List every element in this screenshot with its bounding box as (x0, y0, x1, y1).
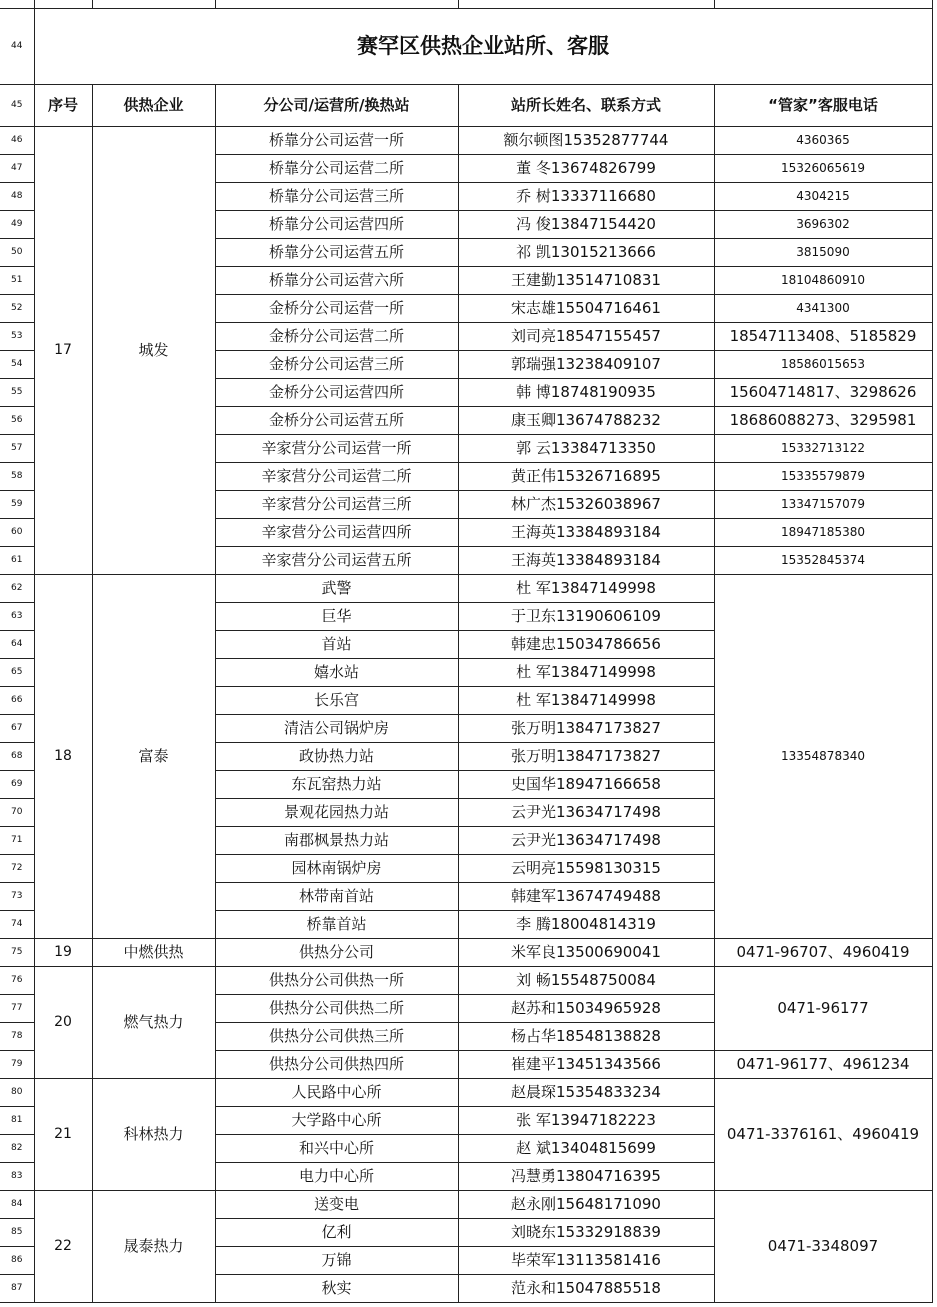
row-number-cell[interactable]: 47 (0, 154, 34, 182)
header-service[interactable]: “管家”客服电话 (714, 84, 932, 126)
branch-cell[interactable]: 桥靠分公司运营一所 (215, 126, 458, 154)
seq-cell[interactable]: 20 (34, 966, 92, 1078)
manager-cell[interactable]: 史国华18947166658 (458, 770, 714, 798)
manager-cell[interactable]: 刘 畅15548750084 (458, 966, 714, 994)
manager-cell[interactable]: 乔 树13337116680 (458, 182, 714, 210)
row-number-cell[interactable]: 86 (0, 1246, 34, 1274)
row-number-cell[interactable]: 56 (0, 406, 34, 434)
service-phone-cell[interactable]: 18586015653 (714, 350, 932, 378)
manager-cell[interactable]: 刘司亮18547155457 (458, 322, 714, 350)
row-number-cell[interactable]: 62 (0, 574, 34, 602)
row-number-cell[interactable]: 66 (0, 686, 34, 714)
company-cell[interactable]: 科林热力 (92, 1078, 215, 1190)
row-number-cell[interactable]: 70 (0, 798, 34, 826)
branch-cell[interactable]: 辛家营分公司运营二所 (215, 462, 458, 490)
manager-cell[interactable]: 李 腾18004814319 (458, 910, 714, 938)
service-phone-cell[interactable]: 0471-3348097 (714, 1190, 932, 1302)
service-phone-cell[interactable]: 0471-96177、4961234 (714, 1050, 932, 1078)
branch-cell[interactable]: 巨华 (215, 602, 458, 630)
manager-cell[interactable]: 韩建军13674749488 (458, 882, 714, 910)
branch-cell[interactable]: 清洁公司锅炉房 (215, 714, 458, 742)
manager-cell[interactable]: 郭 云13384713350 (458, 434, 714, 462)
cell (92, 0, 215, 8)
branch-cell[interactable]: 金桥分公司运营五所 (215, 406, 458, 434)
cell (215, 0, 458, 8)
manager-cell[interactable]: 刘晓东15332918839 (458, 1218, 714, 1246)
table-row (0, 126, 932, 154)
service-phone-cell[interactable]: 0471-96707、4960419 (714, 938, 932, 966)
manager-cell[interactable]: 冯 俊13847154420 (458, 210, 714, 238)
branch-cell[interactable]: 林带南首站 (215, 882, 458, 910)
service-phone-cell[interactable]: 15332713122 (714, 434, 932, 462)
row-number-cell[interactable]: 83 (0, 1162, 34, 1190)
row-number-cell[interactable]: 87 (0, 1274, 34, 1302)
row-number-cell[interactable]: 67 (0, 714, 34, 742)
header-branch[interactable]: 分公司/运营所/换热站 (215, 84, 458, 126)
row-number-cell[interactable]: 59 (0, 490, 34, 518)
service-phone-cell[interactable]: 18947185380 (714, 518, 932, 546)
service-phone-cell[interactable]: 4304215 (714, 182, 932, 210)
branch-cell[interactable]: 供热分公司供热四所 (215, 1050, 458, 1078)
branch-cell[interactable]: 和兴中心所 (215, 1134, 458, 1162)
row-number-cell[interactable]: 73 (0, 882, 34, 910)
manager-cell[interactable]: 杨占华18548138828 (458, 1022, 714, 1050)
branch-cell[interactable]: 秋实 (215, 1274, 458, 1302)
manager-cell[interactable]: 宋志雄15504716461 (458, 294, 714, 322)
row-number-cell[interactable]: 55 (0, 378, 34, 406)
row-number-cell (0, 0, 34, 8)
table-row (0, 966, 932, 994)
branch-cell[interactable]: 桥靠分公司运营二所 (215, 154, 458, 182)
header-manager[interactable]: 站所长姓名、联系方式 (458, 84, 714, 126)
company-cell[interactable]: 晟泰热力 (92, 1190, 215, 1302)
header-seq[interactable]: 序号 (34, 84, 92, 126)
manager-cell[interactable]: 张万明13847173827 (458, 714, 714, 742)
branch-cell[interactable]: 园林南锅炉房 (215, 854, 458, 882)
branch-cell[interactable]: 亿利 (215, 1218, 458, 1246)
service-phone-cell[interactable]: 13354878340 (714, 574, 932, 938)
branch-cell[interactable]: 金桥分公司运营一所 (215, 294, 458, 322)
branch-cell[interactable]: 辛家营分公司运营三所 (215, 490, 458, 518)
manager-cell[interactable]: 于卫东13190606109 (458, 602, 714, 630)
branch-cell[interactable]: 嬉水站 (215, 658, 458, 686)
manager-cell[interactable]: 郭瑞强13238409107 (458, 350, 714, 378)
row-number-cell[interactable]: 84 (0, 1190, 34, 1218)
row-number-cell[interactable]: 64 (0, 630, 34, 658)
manager-cell[interactable]: 王海英13384893184 (458, 546, 714, 574)
seq-cell[interactable]: 19 (34, 938, 92, 966)
cell (34, 0, 92, 8)
seq-cell[interactable]: 22 (34, 1190, 92, 1302)
seq-cell[interactable]: 21 (34, 1078, 92, 1190)
service-phone-cell[interactable]: 3696302 (714, 210, 932, 238)
row-number-cell[interactable]: 76 (0, 966, 34, 994)
service-phone-cell[interactable]: 3815090 (714, 238, 932, 266)
row-number-cell[interactable]: 63 (0, 602, 34, 630)
service-phone-cell[interactable]: 4341300 (714, 294, 932, 322)
branch-cell[interactable]: 供热分公司供热三所 (215, 1022, 458, 1050)
seq-cell[interactable]: 18 (34, 574, 92, 938)
table-row (0, 1078, 932, 1106)
branch-cell[interactable]: 金桥分公司运营四所 (215, 378, 458, 406)
cell (714, 0, 932, 8)
row-number-cell[interactable]: 46 (0, 126, 34, 154)
service-phone-cell[interactable]: 0471-96177 (714, 966, 932, 1050)
manager-cell[interactable]: 杜 军13847149998 (458, 686, 714, 714)
service-phone-cell[interactable]: 15326065619 (714, 154, 932, 182)
manager-cell[interactable]: 冯慧勇13804716395 (458, 1162, 714, 1190)
manager-cell[interactable]: 范永和15047885518 (458, 1274, 714, 1302)
table-row (0, 938, 932, 966)
header-company[interactable]: 供热企业 (92, 84, 215, 126)
page-title[interactable]: 赛罕区供热企业站所、客服 (34, 8, 932, 84)
row-number-cell[interactable]: 81 (0, 1106, 34, 1134)
manager-cell[interactable]: 赵晨琛15354833234 (458, 1078, 714, 1106)
manager-cell[interactable]: 崔建平13451343566 (458, 1050, 714, 1078)
manager-cell[interactable]: 杜 军13847149998 (458, 658, 714, 686)
manager-cell[interactable]: 康玉卿13674788232 (458, 406, 714, 434)
branch-cell[interactable]: 电力中心所 (215, 1162, 458, 1190)
manager-cell[interactable]: 赵苏和15034965928 (458, 994, 714, 1022)
manager-cell[interactable]: 云尹光13634717498 (458, 798, 714, 826)
company-cell[interactable]: 城发 (92, 126, 215, 574)
manager-cell[interactable]: 黄正伟15326716895 (458, 462, 714, 490)
branch-cell[interactable]: 辛家营分公司运营一所 (215, 434, 458, 462)
service-phone-cell[interactable]: 15352845374 (714, 546, 932, 574)
row-number-cell[interactable]: 45 (0, 84, 34, 126)
branch-cell[interactable]: 桥靠分公司运营五所 (215, 238, 458, 266)
manager-cell[interactable]: 韩 博18748190935 (458, 378, 714, 406)
service-phone-cell[interactable]: 13347157079 (714, 490, 932, 518)
branch-cell[interactable]: 辛家营分公司运营五所 (215, 546, 458, 574)
branch-cell[interactable]: 桥靠分公司运营四所 (215, 210, 458, 238)
service-phone-cell[interactable]: 15604714817、3298626 (714, 378, 932, 406)
service-phone-cell[interactable]: 18104860910 (714, 266, 932, 294)
service-phone-cell[interactable]: 18686088273、3295981 (714, 406, 932, 434)
manager-cell[interactable]: 林广杰15326038967 (458, 490, 714, 518)
title-row (0, 8, 932, 84)
company-cell[interactable]: 燃气热力 (92, 966, 215, 1078)
manager-cell[interactable]: 韩建忠15034786656 (458, 630, 714, 658)
row-number-cell[interactable]: 68 (0, 742, 34, 770)
manager-cell[interactable]: 张万明13847173827 (458, 742, 714, 770)
row-number-cell[interactable]: 48 (0, 182, 34, 210)
manager-cell[interactable]: 米军良13500690041 (458, 938, 714, 966)
header-row (0, 84, 932, 126)
branch-cell[interactable]: 送变电 (215, 1190, 458, 1218)
manager-cell[interactable]: 云尹光13634717498 (458, 826, 714, 854)
row-number-cell[interactable]: 44 (0, 8, 34, 84)
row-number-cell[interactable]: 79 (0, 1050, 34, 1078)
branch-cell[interactable]: 东瓦窑热力站 (215, 770, 458, 798)
row-number-cell[interactable]: 58 (0, 462, 34, 490)
branch-cell[interactable]: 景观花园热力站 (215, 798, 458, 826)
row-number-cell[interactable]: 65 (0, 658, 34, 686)
branch-cell[interactable]: 桥靠首站 (215, 910, 458, 938)
row-number-cell[interactable]: 61 (0, 546, 34, 574)
manager-cell[interactable]: 杜 军13847149998 (458, 574, 714, 602)
manager-cell[interactable]: 王建勤13514710831 (458, 266, 714, 294)
branch-cell[interactable]: 政协热力站 (215, 742, 458, 770)
row-number-cell[interactable]: 77 (0, 994, 34, 1022)
row-number-cell[interactable]: 69 (0, 770, 34, 798)
cell (458, 0, 714, 8)
service-phone-cell[interactable]: 18547113408、5185829 (714, 322, 932, 350)
row-number-cell[interactable]: 60 (0, 518, 34, 546)
branch-cell[interactable]: 供热分公司 (215, 938, 458, 966)
branch-cell[interactable]: 供热分公司供热一所 (215, 966, 458, 994)
branch-cell[interactable]: 大学路中心所 (215, 1106, 458, 1134)
branch-cell[interactable]: 武警 (215, 574, 458, 602)
row-number-cell[interactable]: 52 (0, 294, 34, 322)
manager-cell[interactable]: 赵永刚15648171090 (458, 1190, 714, 1218)
branch-cell[interactable]: 桥靠分公司运营六所 (215, 266, 458, 294)
branch-cell[interactable]: 辛家营分公司运营四所 (215, 518, 458, 546)
table-row (0, 574, 932, 602)
row-number-cell[interactable]: 53 (0, 322, 34, 350)
row-number-cell[interactable]: 49 (0, 210, 34, 238)
branch-cell[interactable]: 供热分公司供热二所 (215, 994, 458, 1022)
manager-cell[interactable]: 毕荣军13113581416 (458, 1246, 714, 1274)
row-number-cell[interactable]: 72 (0, 854, 34, 882)
seq-cell[interactable]: 17 (34, 126, 92, 574)
row-number-cell[interactable]: 57 (0, 434, 34, 462)
manager-cell[interactable]: 额尔顿图15352877744 (458, 126, 714, 154)
row-number-cell[interactable]: 50 (0, 238, 34, 266)
service-phone-cell[interactable]: 15335579879 (714, 462, 932, 490)
manager-cell[interactable]: 祁 凯13015213666 (458, 238, 714, 266)
row-number-cell[interactable]: 51 (0, 266, 34, 294)
manager-cell[interactable]: 董 冬13674826799 (458, 154, 714, 182)
branch-cell[interactable]: 南郡枫景热力站 (215, 826, 458, 854)
row-number-cell[interactable]: 54 (0, 350, 34, 378)
row-number-cell[interactable]: 82 (0, 1134, 34, 1162)
branch-cell[interactable]: 万锦 (215, 1246, 458, 1274)
row-number-cell[interactable]: 80 (0, 1078, 34, 1106)
manager-cell[interactable]: 云明亮15598130315 (458, 854, 714, 882)
manager-cell[interactable]: 张 军13947182223 (458, 1106, 714, 1134)
company-cell[interactable]: 中燃供热 (92, 938, 215, 966)
branch-cell[interactable]: 桥靠分公司运营三所 (215, 182, 458, 210)
service-phone-cell[interactable]: 4360365 (714, 126, 932, 154)
company-cell[interactable]: 富泰 (92, 574, 215, 938)
branch-cell[interactable]: 金桥分公司运营二所 (215, 322, 458, 350)
row-number-cell[interactable]: 78 (0, 1022, 34, 1050)
row-number-cell[interactable]: 74 (0, 910, 34, 938)
table-row (0, 1190, 932, 1218)
manager-cell[interactable]: 赵 斌13404815699 (458, 1134, 714, 1162)
manager-cell[interactable]: 王海英13384893184 (458, 518, 714, 546)
branch-cell[interactable]: 长乐宫 (215, 686, 458, 714)
row-number-cell[interactable]: 71 (0, 826, 34, 854)
top-partial-row (0, 0, 932, 8)
row-number-cell[interactable]: 75 (0, 938, 34, 966)
service-phone-cell[interactable]: 0471-3376161、4960419 (714, 1078, 932, 1190)
branch-cell[interactable]: 首站 (215, 630, 458, 658)
row-number-cell[interactable]: 85 (0, 1218, 34, 1246)
branch-cell[interactable]: 人民路中心所 (215, 1078, 458, 1106)
branch-cell[interactable]: 金桥分公司运营三所 (215, 350, 458, 378)
